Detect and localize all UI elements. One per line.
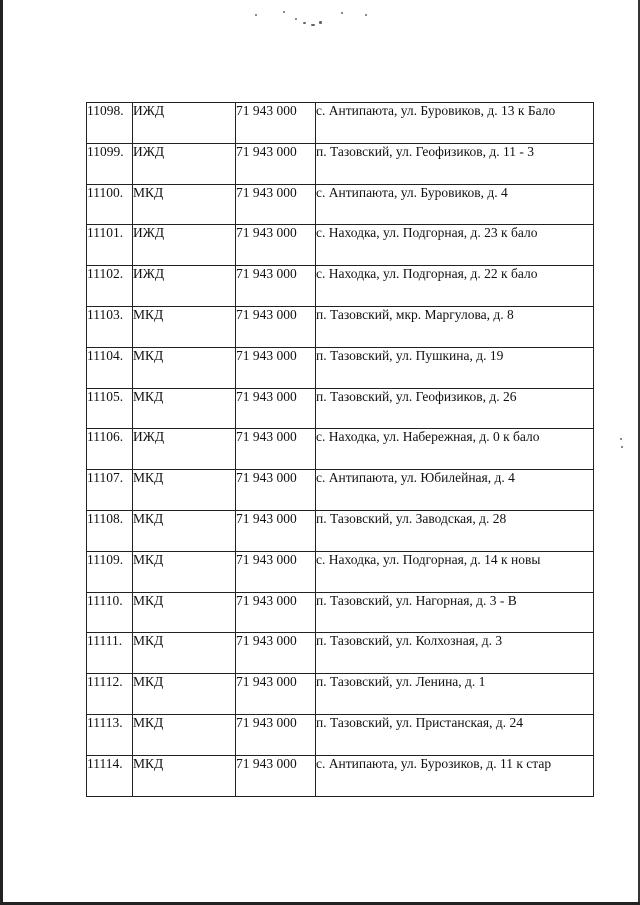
row-number: 11107.: [87, 470, 133, 511]
row-number: 11101.: [87, 225, 133, 266]
address: п. Тазовский, ул. Геофизиков, д. 11 - 3: [316, 143, 594, 184]
housing-type: ИЖД: [133, 143, 236, 184]
oktmo-code: 71 943 000: [236, 225, 316, 266]
oktmo-code: 71 943 000: [236, 592, 316, 633]
housing-type: ИЖД: [133, 429, 236, 470]
row-number: 11104.: [87, 347, 133, 388]
registry-table: [86, 102, 594, 797]
housing-type: МКД: [133, 388, 236, 429]
oktmo-code: 71 943 000: [236, 103, 316, 144]
oktmo-code: 71 943 000: [236, 347, 316, 388]
address: п. Тазовский, ул. Нагорная, д. 3 - В: [316, 592, 594, 633]
scan-edge-left: [0, 0, 3, 905]
address: с. Антипаюта, ул. Юбилейная, д. 4: [316, 470, 594, 511]
row-number: 11100.: [87, 184, 133, 225]
housing-type: МКД: [133, 347, 236, 388]
housing-type: МКД: [133, 674, 236, 715]
housing-type: МКД: [133, 470, 236, 511]
housing-type: МКД: [133, 633, 236, 674]
address: с. Антипаюта, ул. Буровиков, д. 13 к Бало: [316, 103, 594, 144]
row-number: 11108.: [87, 510, 133, 551]
address: с. Антипаюта, ул. Бурозиков, д. 11 к стар: [316, 755, 594, 796]
address: с. Находка, ул. Подгорная, д. 22 к бало: [316, 266, 594, 307]
row-number: 11112.: [87, 674, 133, 715]
address: п. Тазовский, ул. Заводская, д. 28: [316, 510, 594, 551]
address: п. Тазовский, ул. Геофизиков, д. 26: [316, 388, 594, 429]
housing-type: МКД: [133, 755, 236, 796]
table-row: [87, 143, 594, 184]
table-row: [87, 551, 594, 592]
address: с. Находка, ул. Подгорная, д. 14 к новы: [316, 551, 594, 592]
housing-type: ИЖД: [133, 225, 236, 266]
scan-speck: [621, 446, 623, 448]
registry-table-body: [87, 103, 594, 797]
oktmo-code: 71 943 000: [236, 674, 316, 715]
table-row: [87, 714, 594, 755]
scan-artifacts: [255, 8, 385, 30]
row-number: 11106.: [87, 429, 133, 470]
address: п. Тазовский, ул. Ленина, д. 1: [316, 674, 594, 715]
row-number: 11109.: [87, 551, 133, 592]
address: п. Тазовский, мкр. Маргулова, д. 8: [316, 306, 594, 347]
oktmo-code: 71 943 000: [236, 510, 316, 551]
table-row: [87, 633, 594, 674]
table-row: [87, 592, 594, 633]
table-row: [87, 510, 594, 551]
oktmo-code: 71 943 000: [236, 429, 316, 470]
oktmo-code: 71 943 000: [236, 266, 316, 307]
row-number: 11098.: [87, 103, 133, 144]
address: п. Тазовский, ул. Пристанская, д. 24: [316, 714, 594, 755]
housing-type: МКД: [133, 551, 236, 592]
row-number: 11099.: [87, 143, 133, 184]
row-number: 11113.: [87, 714, 133, 755]
table-row: [87, 470, 594, 511]
housing-type: ИЖД: [133, 266, 236, 307]
housing-type: ИЖД: [133, 103, 236, 144]
row-number: 11110.: [87, 592, 133, 633]
housing-type: МКД: [133, 592, 236, 633]
oktmo-code: 71 943 000: [236, 388, 316, 429]
row-number: 11102.: [87, 266, 133, 307]
table-row: [87, 103, 594, 144]
oktmo-code: 71 943 000: [236, 470, 316, 511]
table-row: [87, 674, 594, 715]
table-row: [87, 347, 594, 388]
housing-type: МКД: [133, 510, 236, 551]
oktmo-code: 71 943 000: [236, 143, 316, 184]
oktmo-code: 71 943 000: [236, 755, 316, 796]
housing-type: МКД: [133, 714, 236, 755]
row-number: 11103.: [87, 306, 133, 347]
table-row: [87, 184, 594, 225]
row-number: 11105.: [87, 388, 133, 429]
oktmo-code: 71 943 000: [236, 551, 316, 592]
table-row: [87, 306, 594, 347]
address: п. Тазовский, ул. Колхозная, д. 3: [316, 633, 594, 674]
address: с. Антипаюта, ул. Буровиков, д. 4: [316, 184, 594, 225]
address: с. Находка, ул. Подгорная, д. 23 к бало: [316, 225, 594, 266]
oktmo-code: 71 943 000: [236, 714, 316, 755]
table-row: [87, 266, 594, 307]
oktmo-code: 71 943 000: [236, 306, 316, 347]
housing-type: МКД: [133, 306, 236, 347]
table-row: [87, 429, 594, 470]
oktmo-code: 71 943 000: [236, 633, 316, 674]
table-row: [87, 755, 594, 796]
housing-type: МКД: [133, 184, 236, 225]
oktmo-code: 71 943 000: [236, 184, 316, 225]
address: п. Тазовский, ул. Пушкина, д. 19: [316, 347, 594, 388]
table-row: [87, 388, 594, 429]
address: с. Находка, ул. Набережная, д. 0 к бало: [316, 429, 594, 470]
table-row: [87, 225, 594, 266]
row-number: 11111.: [87, 633, 133, 674]
scan-speck: [620, 438, 622, 440]
row-number: 11114.: [87, 755, 133, 796]
